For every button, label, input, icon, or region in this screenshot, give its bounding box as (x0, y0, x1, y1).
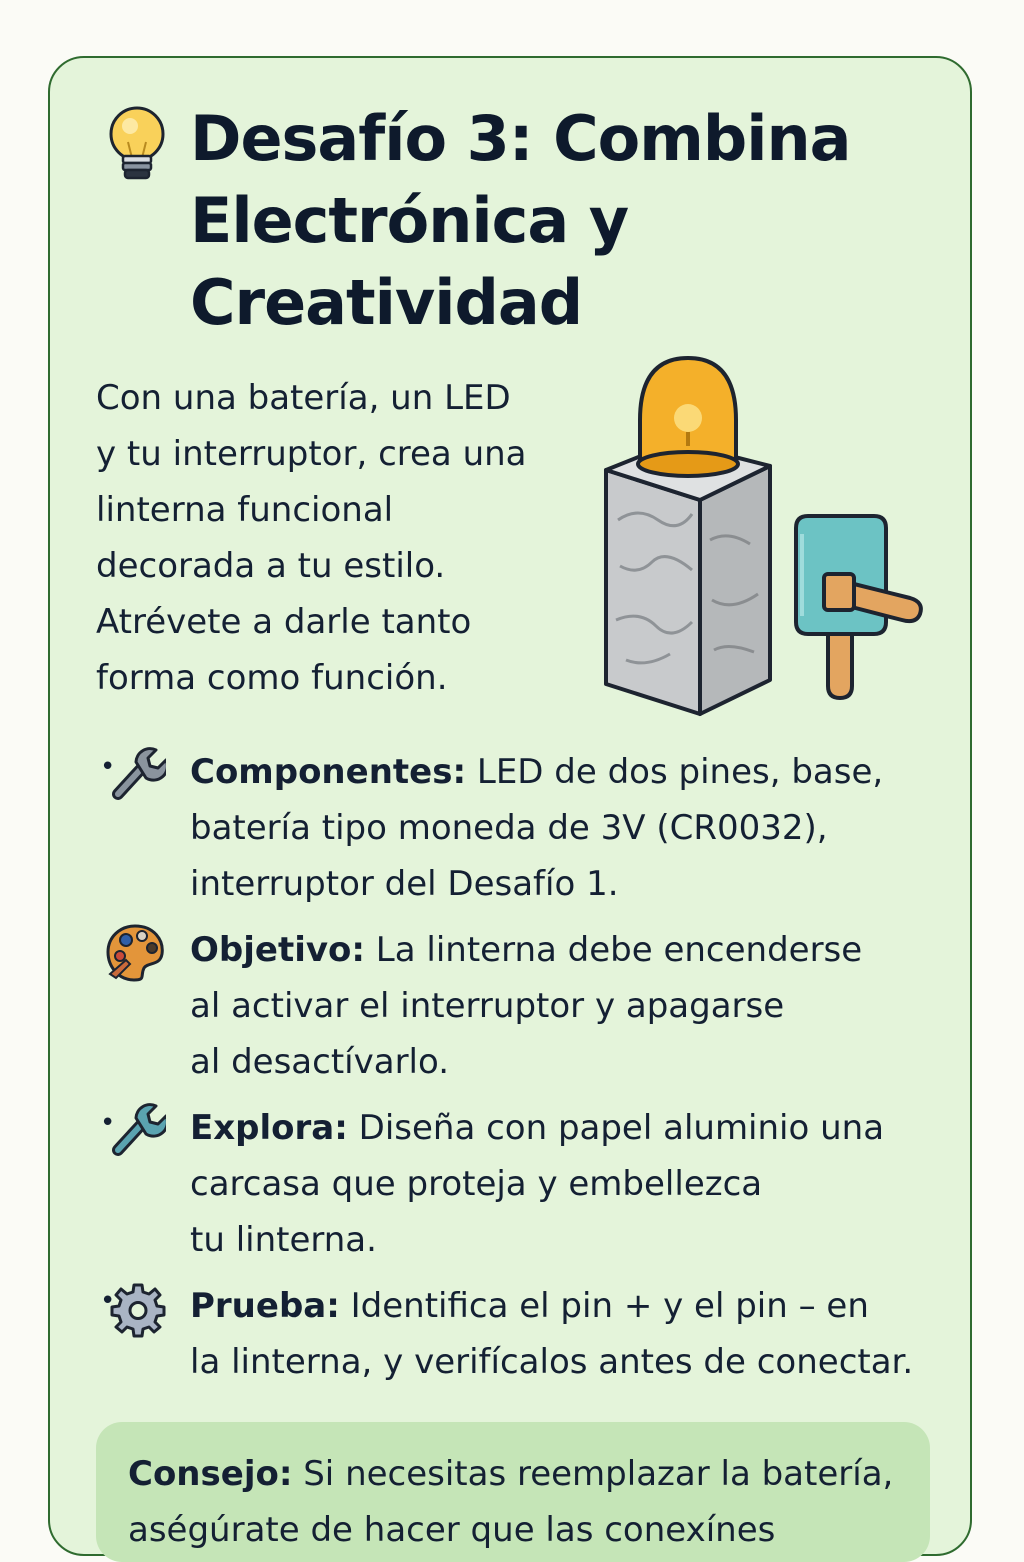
bullet: • (100, 752, 116, 782)
palette-icon (104, 922, 166, 982)
item-description: Diseña con papel aluminio una carcasa que proteja y embellezca tu linterna. (190, 1108, 885, 1260)
intro-paragraph: Con una batería, un LED y tu interruptor, crea una linterna funcional decorada a tu estilo. Atrévete a darle tanto forma como función. (96, 378, 527, 698)
item-label: Objetivo: (190, 930, 365, 970)
item-description: LED de dos pines, base, batería tipo moneda de 3V (CR0032), interruptor del Desafío 1. (190, 752, 884, 904)
item-description: Identifica el pin + y el pin – en la linterna, y verifícalos antes de conectar. (190, 1286, 914, 1382)
item-label: Componentes: (190, 752, 467, 792)
item-text (190, 744, 960, 912)
wrench-icon (104, 744, 166, 804)
bullet: • (100, 1286, 116, 1316)
item-text (190, 922, 960, 1090)
item-text (190, 1278, 960, 1390)
item-description: La linterna debe encenderse al activar el interruptor y apagarse al desactívarlo. (190, 930, 863, 1082)
tip-label: Consejo: (128, 1454, 293, 1494)
gear-icon (104, 1278, 166, 1338)
tip-text (128, 1446, 928, 1558)
lantern-illustration (596, 350, 936, 720)
item-label: Explora: (190, 1108, 348, 1148)
bullet: • (100, 1108, 116, 1138)
tip-description: Si necesitas reemplazar la batería, aségúrate de hacer que las conexínes (128, 1454, 894, 1550)
light-bulb-icon (106, 104, 168, 188)
tip-box (96, 1422, 930, 1562)
page-title: Desafío 3: Combina Electrónica y Creatividad (190, 102, 851, 339)
item-label: Prueba: (190, 1286, 340, 1326)
wrench-icon (104, 1100, 166, 1160)
item-text (190, 1100, 960, 1268)
